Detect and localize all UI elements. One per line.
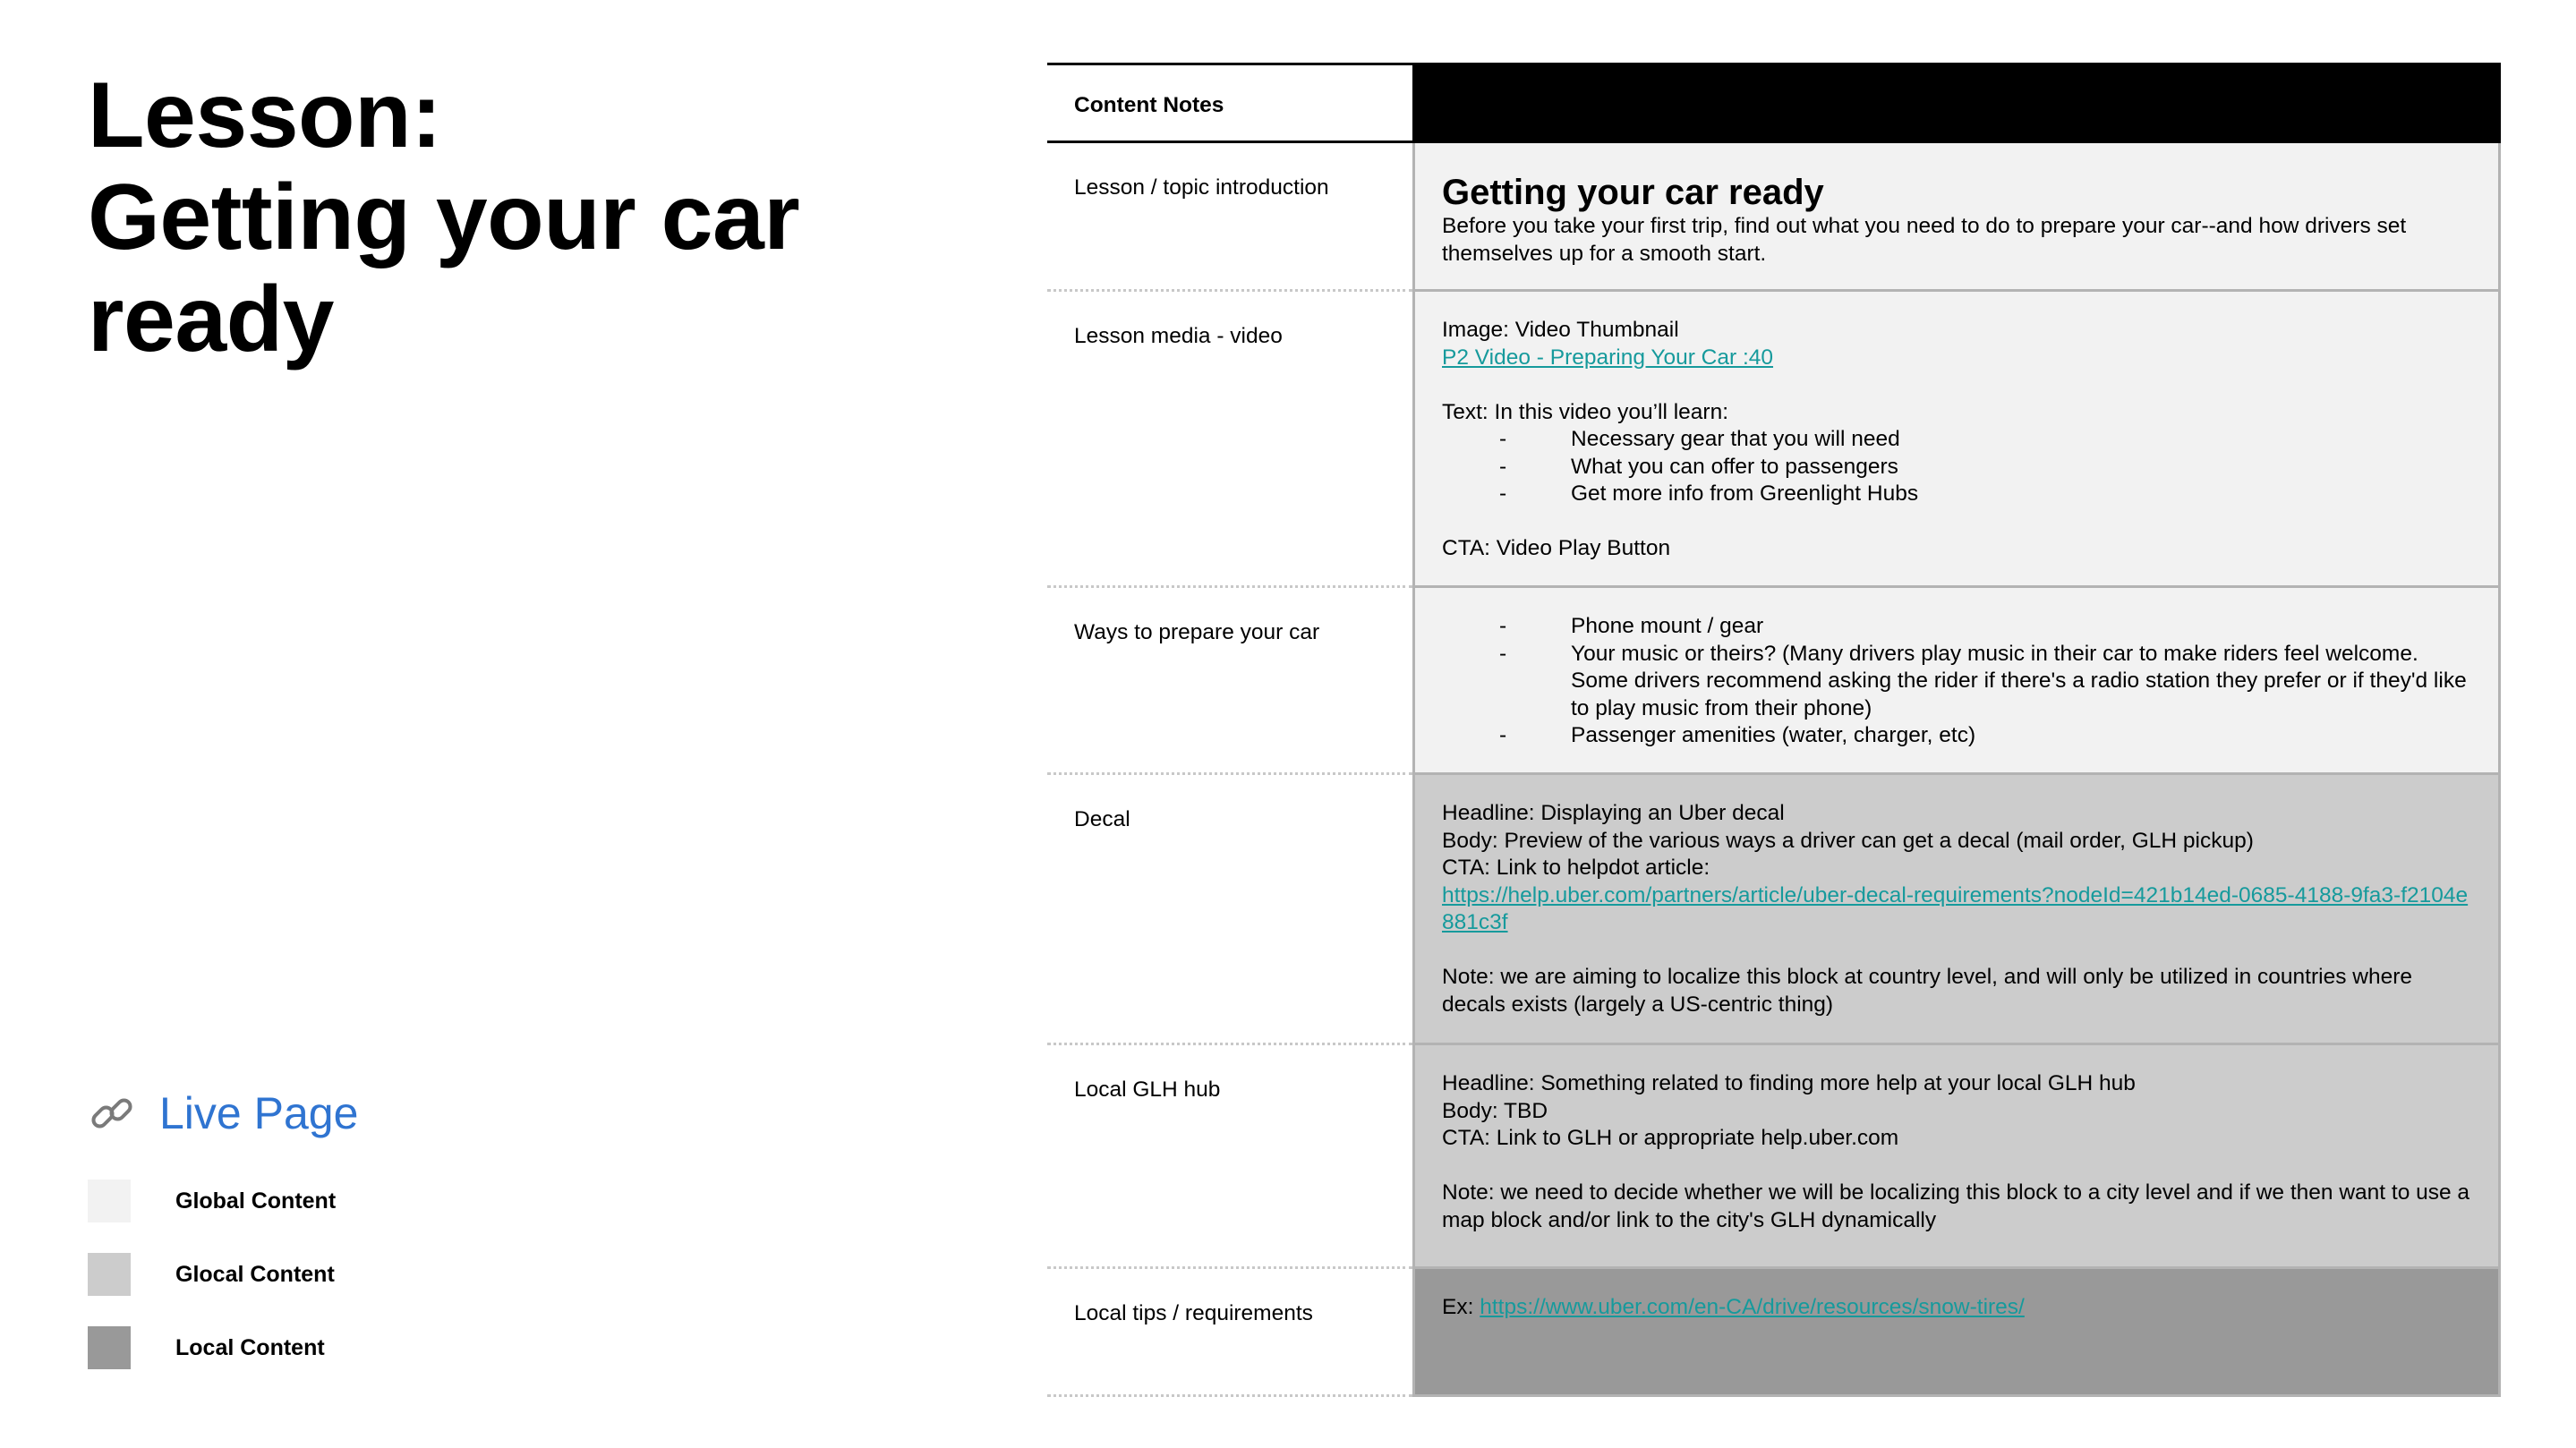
page-title-line: Lesson: bbox=[88, 64, 442, 167]
glh-body: Body: TBD bbox=[1442, 1098, 1548, 1123]
table-row-intro bbox=[1047, 143, 2501, 292]
row-content-tips bbox=[1412, 1269, 2501, 1397]
legend-item-local bbox=[88, 1326, 336, 1369]
list-item: - Phone mount / gear bbox=[1499, 614, 1764, 638]
decal-note: Note: we are aiming to localize this block at country level, and will only be utilized in countries where decals exists (largely a US-centric thing) bbox=[1442, 965, 2412, 1017]
tips-prefix: Ex: bbox=[1442, 1295, 1480, 1319]
legend bbox=[88, 1180, 336, 1400]
glh-headline: Headline: Something related to finding more help at your local GLH hub bbox=[1442, 1071, 2136, 1095]
row-label: Decal bbox=[1047, 775, 1412, 1045]
live-page-link[interactable] bbox=[88, 1077, 358, 1149]
row-label: Local tips / requirements bbox=[1047, 1269, 1412, 1397]
row-label: Lesson / topic introduction bbox=[1047, 143, 1412, 292]
decal-help-link[interactable]: https://help.uber.com/partners/article/uber-decal-requirements?nodeId=421b14ed-0685-4188-9fa3-f2104e881c3f bbox=[1442, 882, 2469, 934]
decal-cta: CTA: Link to helpdot article: bbox=[1442, 856, 1710, 880]
page-title-line: Getting your car bbox=[88, 166, 800, 269]
prepare-bullet-list bbox=[1442, 613, 2471, 750]
table-row-glh bbox=[1047, 1045, 2501, 1269]
legend-swatch-glocal bbox=[88, 1253, 131, 1296]
row-content-decal bbox=[1412, 775, 2501, 1045]
row-label: Ways to prepare your car bbox=[1047, 588, 1412, 775]
legend-label: Global Content bbox=[175, 1188, 337, 1214]
topic-headline: Getting your car ready bbox=[1442, 173, 1824, 212]
list-item: - Your music or theirs? (Many drivers play music in their car to make riders feel welcome. Some drivers recommend asking the rider if there's a radio station they prefer or if they'd like to play music from their phone) bbox=[1499, 641, 2467, 720]
list-item: - Necessary gear that you will need bbox=[1499, 427, 1900, 451]
legend-swatch-global bbox=[88, 1180, 131, 1222]
glh-cta: CTA: Link to GLH or appropriate help.uber.com bbox=[1442, 1126, 1899, 1150]
table-row-video bbox=[1047, 292, 2501, 588]
video-text-intro: Text: In this video you’ll learn: bbox=[1442, 399, 1729, 424]
page-title-line: ready bbox=[88, 268, 335, 371]
row-content-prepare bbox=[1412, 588, 2501, 775]
legend-item-glocal bbox=[88, 1253, 336, 1296]
page-title bbox=[88, 64, 983, 371]
image-line: Image: Video Thumbnail bbox=[1442, 318, 1679, 342]
video-bullet-list bbox=[1442, 426, 2471, 508]
table-header-bar bbox=[1412, 63, 2501, 143]
video-link[interactable]: P2 Video - Preparing Your Car :40 bbox=[1442, 345, 1774, 370]
tips-link[interactable]: https://www.uber.com/en-CA/drive/resources/snow-tires/ bbox=[1480, 1295, 2025, 1319]
content-notes-table bbox=[1047, 63, 2501, 1397]
row-content-video bbox=[1412, 292, 2501, 588]
table-row-tips bbox=[1047, 1269, 2501, 1397]
link-icon bbox=[88, 1089, 136, 1137]
row-label: Local GLH hub bbox=[1047, 1045, 1412, 1269]
list-item: - What you can offer to passengers bbox=[1499, 454, 1898, 479]
row-content-intro bbox=[1412, 143, 2501, 292]
decal-body: Body: Preview of the various ways a driver can get a decal (mail order, GLH pickup) bbox=[1442, 828, 2254, 853]
video-cta: CTA: Video Play Button bbox=[1442, 536, 1671, 560]
list-item: - Get more info from Greenlight Hubs bbox=[1499, 481, 1919, 506]
legend-swatch-local bbox=[88, 1326, 131, 1369]
row-content-glh bbox=[1412, 1045, 2501, 1269]
live-page-label[interactable]: Live Page bbox=[159, 1088, 359, 1138]
list-item: - Passenger amenities (water, charger, etc) bbox=[1499, 723, 1976, 747]
table-header-row bbox=[1047, 63, 2501, 143]
row-label: Lesson media - video bbox=[1047, 292, 1412, 588]
legend-item-global bbox=[88, 1180, 336, 1222]
table-header-label: Content Notes bbox=[1047, 63, 1412, 143]
legend-label: Local Content bbox=[175, 1334, 325, 1360]
glh-note: Note: we need to decide whether we will be localizing this block to a city level and if we then want to use a map block and/or link to the city's GLH dynamically bbox=[1442, 1180, 2470, 1232]
topic-body: Before you take your first trip, find out what you need to do to prepare your car--and how drivers set themselves up for a smooth start. bbox=[1442, 214, 2407, 266]
legend-label: Glocal Content bbox=[175, 1261, 335, 1287]
table-row-prepare bbox=[1047, 588, 2501, 775]
table-row-decal bbox=[1047, 775, 2501, 1045]
decal-headline: Headline: Displaying an Uber decal bbox=[1442, 801, 1785, 825]
